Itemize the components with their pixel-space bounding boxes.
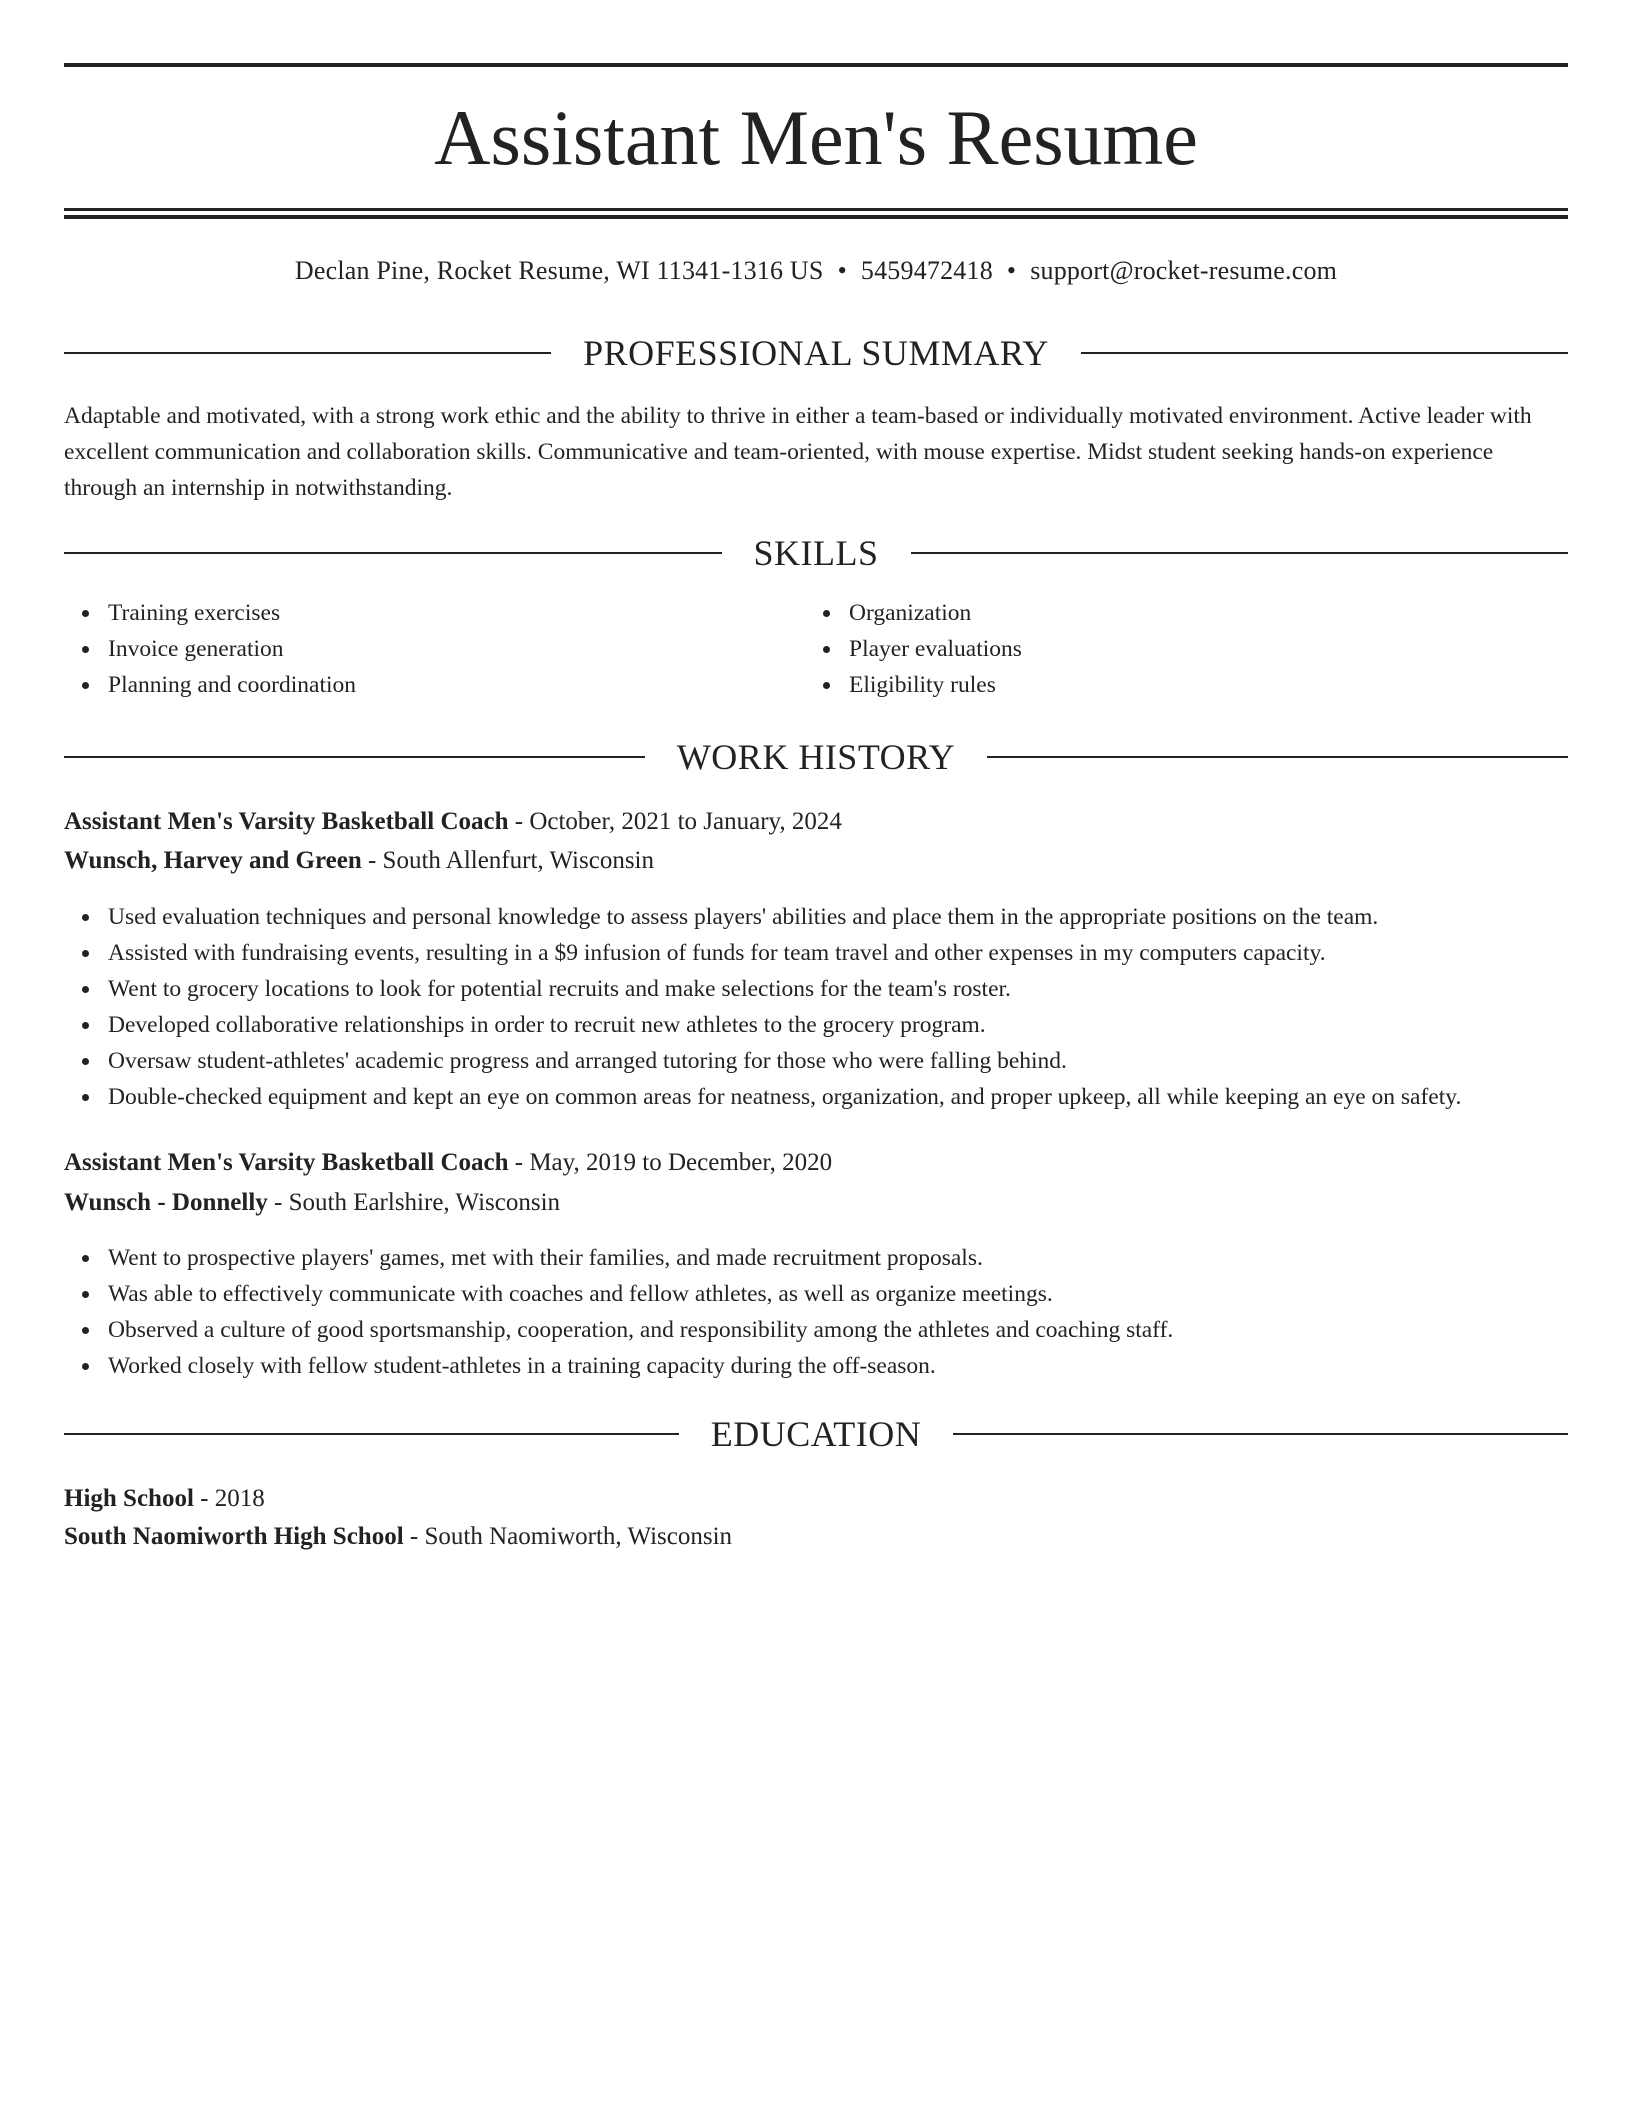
job-bullet: Assisted with fundraising events, resulting in a $9 infusion of funds for team travel and other expenses in my computers capacity. <box>108 935 1612 971</box>
skills-list-right <box>805 595 1549 703</box>
job-location: - South Allenfurt, Wisconsin <box>361 847 654 874</box>
section-rule <box>64 756 645 758</box>
job-employer: Wunsch - Donnelly <box>64 1189 268 1216</box>
section-rule <box>953 1433 1568 1435</box>
skill-item: Organization <box>849 595 1549 631</box>
job-bullet: Oversaw student-athletes' academic progress and arranged tutoring for those who were falling behind. <box>108 1043 1612 1079</box>
job-bullet: Worked closely with fellow student-athletes in a training capacity during the off-season. <box>108 1348 1612 1384</box>
skill-item: Planning and coordination <box>108 667 808 703</box>
job-employer-line <box>64 843 1568 879</box>
job-title-line <box>64 1145 1568 1181</box>
job-bullets <box>64 899 1612 1115</box>
job-title-line <box>64 804 1568 840</box>
contact-address: Declan Pine, Rocket Resume, WI 11341-1316 US <box>294 256 824 285</box>
education-location: - South Naomiworth, Wisconsin <box>403 1523 733 1550</box>
education-year: - 2018 <box>193 1485 265 1512</box>
job-bullet: Went to prospective players' games, met with their families, and made recruitment proposals. <box>108 1240 1612 1276</box>
job-dates: - October, 2021 to January, 2024 <box>508 808 842 835</box>
contact-email: support@rocket-resume.com <box>1030 256 1338 285</box>
education-heading: EDUCATION <box>710 1414 922 1454</box>
job-employer: Wunsch, Harvey and Green <box>64 847 362 874</box>
job-bullet: Went to grocery locations to look for potential recruits and make selections for the team's roster. <box>108 971 1612 1007</box>
job-dates: - May, 2019 to December, 2020 <box>508 1149 833 1176</box>
title-double-rule <box>64 208 1568 219</box>
section-rule <box>64 352 551 354</box>
skill-item: Invoice generation <box>108 631 808 667</box>
section-rule <box>1081 352 1568 354</box>
summary-text: Adaptable and motivated, with a strong work ethic and the ability to thrive in either a team-based or individually motivated environment. Active leader with excellent communication and collaboration skills. Communicative and team-oriented, with mouse expertise. Midst student seeking hands-on experience through an internship in notwithstanding. <box>64 403 1532 501</box>
skill-item: Player evaluations <box>849 631 1549 667</box>
summary-heading: PROFESSIONAL SUMMARY <box>583 333 1049 373</box>
education-school: South Naomiworth High School <box>64 1523 404 1550</box>
education-school-line <box>64 1519 1568 1555</box>
job-employer-line <box>64 1185 1568 1221</box>
job-bullet: Developed collaborative relationships in order to recruit new athletes to the grocery program. <box>108 1007 1612 1043</box>
job-title: Assistant Men's Varsity Basketball Coach <box>64 808 509 835</box>
resume-title: Assistant Men's Resume <box>434 94 1198 181</box>
contact-separator: • <box>1006 256 1017 285</box>
education-section-header <box>64 1412 1568 1456</box>
education-degree: High School <box>64 1485 194 1512</box>
job-title: Assistant Men's Varsity Basketball Coach <box>64 1149 509 1176</box>
skills-heading: SKILLS <box>753 533 879 573</box>
job-location: - South Earlshire, Wisconsin <box>267 1189 561 1216</box>
skill-item: Eligibility rules <box>849 667 1549 703</box>
summary-section-header <box>64 331 1568 375</box>
job-bullets <box>64 1240 1612 1384</box>
skills-section-header <box>64 531 1568 575</box>
section-rule <box>64 552 722 554</box>
work-section-header <box>64 735 1568 779</box>
job-bullet: Used evaluation techniques and personal knowledge to assess players' abilities and place them in the appropriate positions on the team. <box>108 899 1612 935</box>
section-rule <box>987 756 1568 758</box>
contact-phone: 5459472418 <box>860 256 993 285</box>
section-rule <box>64 1433 679 1435</box>
section-rule <box>911 552 1569 554</box>
work-heading: WORK HISTORY <box>676 737 956 777</box>
top-rule <box>64 63 1568 67</box>
job-bullet: Observed a culture of good sportsmanship, cooperation, and responsibility among the athletes and coaching staff. <box>108 1312 1612 1348</box>
education-degree-line <box>64 1481 1568 1517</box>
skill-item: Training exercises <box>108 595 808 631</box>
job-bullet: Double-checked equipment and kept an eye on common areas for neatness, organization, and proper upkeep, all while keeping an eye on safety. <box>108 1079 1612 1115</box>
skills-list-left <box>64 595 808 703</box>
contact-line <box>64 254 1568 288</box>
job-bullet: Was able to effectively communicate with coaches and fellow athletes, as well as organize meetings. <box>108 1276 1612 1312</box>
contact-separator: • <box>837 256 847 285</box>
